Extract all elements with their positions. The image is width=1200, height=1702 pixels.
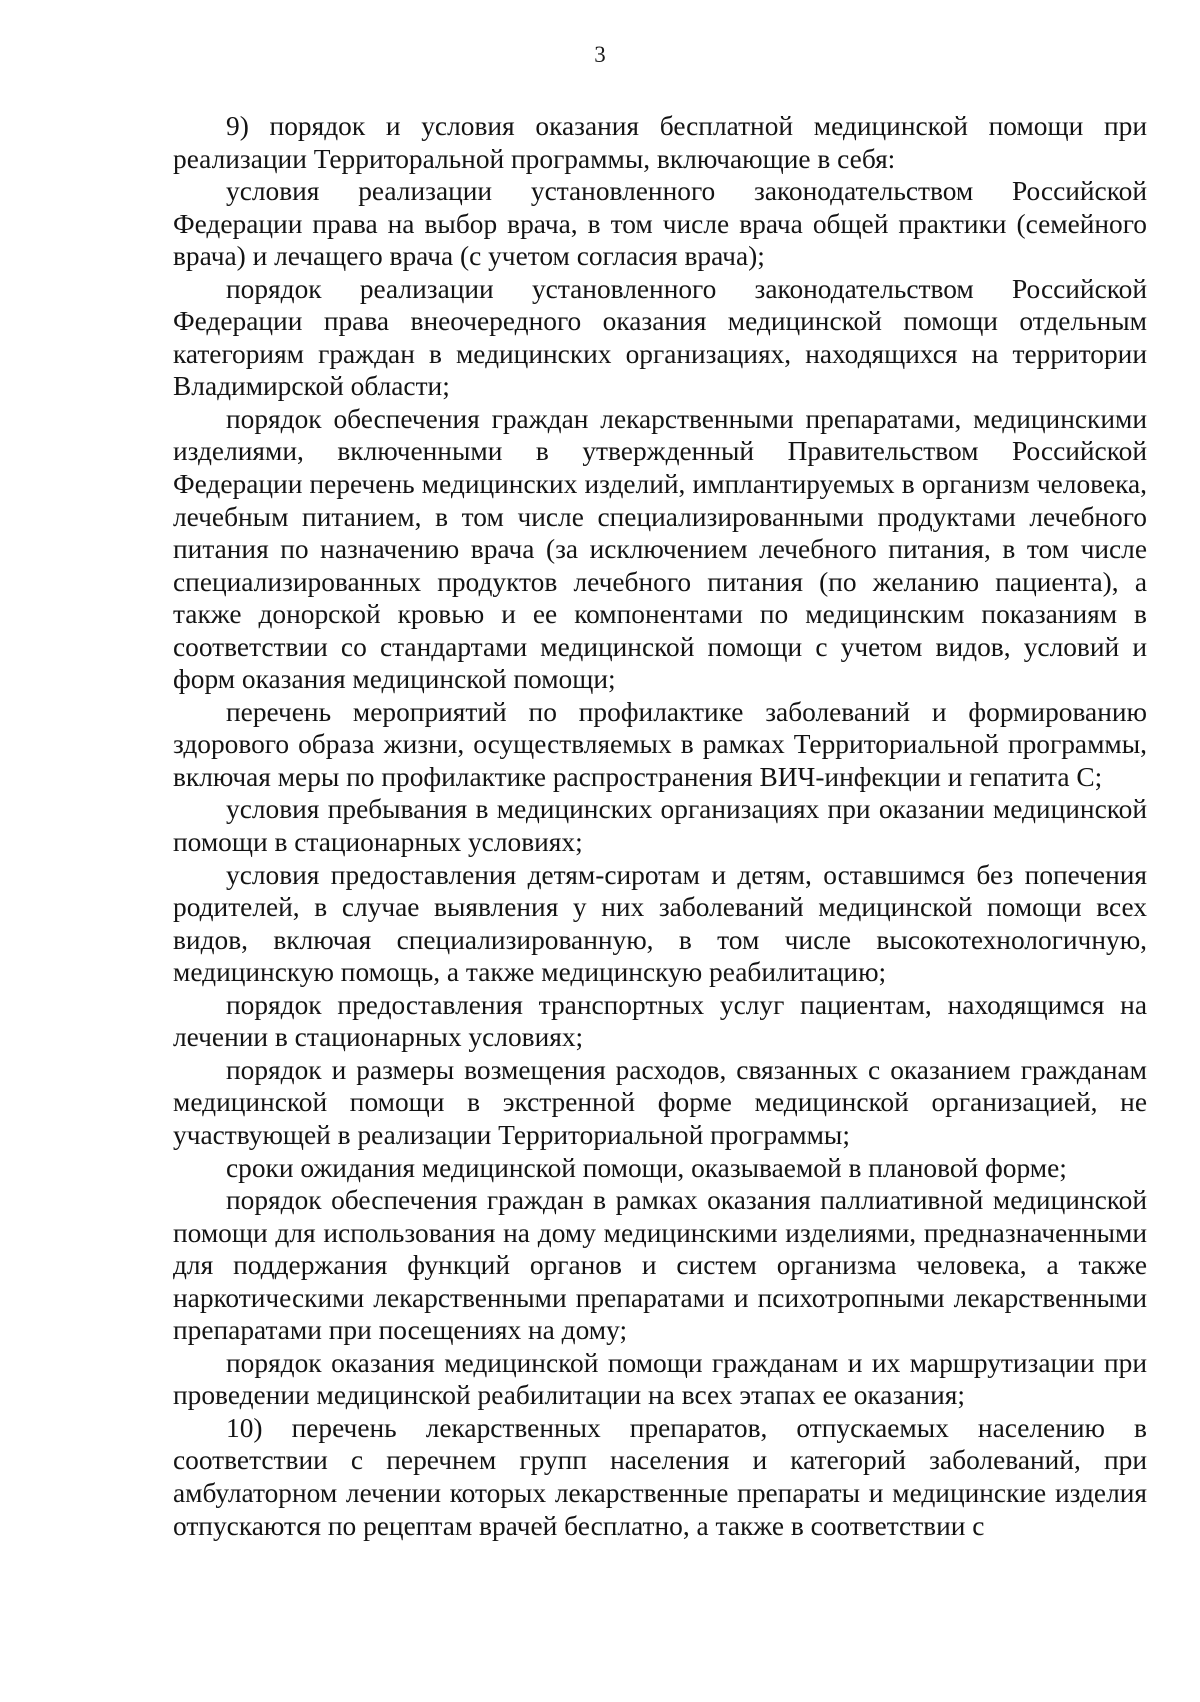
paragraph-prevention-measures: перечень мероприятий по профилактике заболеваний и формированию здорового образа жизни, осуществляемых в рамках Территориальной программы, включая меры по профилактике распространения ВИЧ-инфекции и гепатита С;: [173, 696, 1147, 792]
document-body: [173, 110, 1147, 1542]
paragraph-medication-provision: порядок обеспечения граждан лекарственными препаратами, медицинскими изделиями, включенными в утвержденный Правительством Российской Федерации перечень медицинских изделий, имплантируемых в организм человека, лечебным питанием, в том числе специализированными продуктами лечебного питания по назначению врача (за исключением лечебного питания, в том числе специализированных продуктов лечебного питания (по желанию пациента), а также донорской кровью и ее компонентами по медицинским показаниям в соответствии со стандартами медицинской помощи с учетом видов, условий и форм оказания медицинской помощи;: [173, 403, 1147, 695]
paragraph-transport-services: порядок предоставления транспортных услуг пациентам, находящимся на лечении в стационарных условиях;: [173, 989, 1147, 1053]
paragraph-waiting-times: сроки ожидания медицинской помощи, оказываемой в плановой форме;: [226, 1152, 1067, 1183]
page-number: 3: [594, 42, 606, 67]
paragraph-item-10: 10) перечень лекарственных препаратов, отпускаемых населению в соответствии с перечнем групп населения и категорий заболеваний, при амбулаторном лечении которых лекарственные препараты и медицинские изделия отпускаются по рецептам врачей бесплатно, а также в соответствии с: [173, 1412, 1147, 1541]
paragraph-rehabilitation-routing: порядок оказания медицинской помощи гражданам и их маршрутизации при проведении медицинской реабилитации на всех этапах ее оказания;: [173, 1347, 1147, 1411]
paragraph-doctor-choice: условия реализации установленного законодательством Российской Федерации права на выбор врача, в том числе врача общей практики (семейного врача) и лечащего врача (с учетом согласия врача);: [173, 176, 1147, 272]
paragraph-emergency-reimbursement: порядок и размеры возмещения расходов, связанных с оказанием гражданам медицинской помощи в экстренной форме медицинской организацией, не участвующей в реализации Территориальной программы;: [173, 1054, 1147, 1150]
paragraph-palliative-care: порядок обеспечения граждан в рамках оказания паллиативной медицинской помощи для использования на дому медицинскими изделиями, предназначенными для поддержания функций органов и систем организма человека, а также наркотическими лекарственными препаратами и психотропными лекарственными препаратами при посещениях на дому;: [173, 1185, 1147, 1346]
paragraph-item-9: 9) порядок и условия оказания бесплатной медицинской помощи при реализации Территоральной программы, включающие в себя:: [173, 111, 1147, 174]
paragraph-orphan-care: условия предоставления детям-сиротам и детям, оставшимся без попечения родителей, в случае выявления у них заболеваний медицинской помощи всех видов, включая специализированную, в том числе высокотехнологичную, медицинскую помощь, а также медицинскую реабилитацию;: [173, 859, 1147, 988]
paragraph-inpatient-conditions: условия пребывания в медицинских организациях при оказании медицинской помощи в стационарных условиях;: [173, 794, 1147, 858]
paragraph-priority-care: порядок реализации установленного законодательством Российской Федерации права внеочередного оказания медицинской помощи отдельным категориям граждан в медицинских организациях, находящихся на территории Владимирской области;: [173, 273, 1147, 402]
